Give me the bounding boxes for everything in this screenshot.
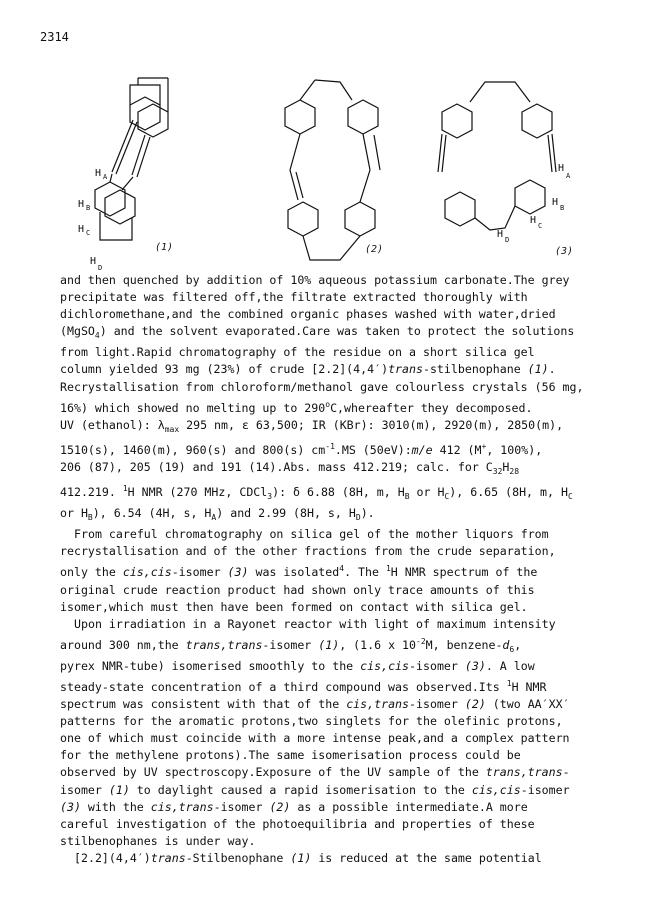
text-line: 412.219. $^1$H NMR (270 MHz, CDCl$_3$): δ 6.88 (8H, m, $H_B$ or $H_C$), 6.65 (8H, m, $H_C$ — [60, 484, 573, 502]
text-line: pyrex NMR-tube) isomerised smoothly to the cis,cis-isomer (3). A low — [60, 658, 535, 673]
text-line: stilbenophanes is under way. — [60, 833, 256, 848]
text-line: [2.2](4,4′)trans-Stilbenophane (1) is reduced at the same potential — [74, 850, 542, 865]
compound-1-drawing — [95, 78, 168, 240]
text-line: observed by UV spectroscopy.Exposure of the UV sample of the trans,trans- — [60, 765, 570, 780]
label-hc-3-sub: C — [538, 222, 543, 230]
text-line: Upon irradiation in a Rayonet reactor with light of maximum intensity — [74, 616, 556, 631]
compound-2-label: (2) — [365, 244, 384, 255]
text-line: original crude reaction product had shown only trace amounts of this — [60, 582, 535, 597]
label-hb-3: H — [552, 197, 559, 208]
text-line: (MgSO$_4$) and the solvent evaporated.Care was taken to protect the solutions — [60, 324, 575, 341]
label-hd-3-sub: D — [505, 236, 510, 244]
text-line: only the cis,cis-isomer (3) was isolated$^4$. The $^1$H NMR spectrum of the — [60, 564, 538, 580]
text-line: one of which must coincide with a more intense peak,and a complex pattern — [60, 731, 570, 746]
text-line: and then quenched by addition of 10% aqueous potassium carbonate.The grey — [60, 273, 570, 287]
text-line: steady-state concentration of a third compound was observed.Its $^1$H NMR — [60, 678, 547, 694]
label-hb-3-sub: B — [560, 204, 565, 212]
label-hc-1: H — [78, 224, 85, 235]
text-line: careful investigation of the photoequilibria and properties of these — [60, 816, 535, 831]
page-number: 2314 — [40, 30, 69, 44]
text-line: from light.Rapid chromatography of the residue on a short silica gel — [60, 345, 535, 360]
text-line: (3) with the cis,trans-isomer (2) as a possible intermediate.A more — [60, 799, 528, 814]
label-hc-1-sub: C — [86, 229, 91, 237]
text-line: precipitate was filtered off,the filtrate extracted thoroughly with — [60, 290, 528, 305]
text-line: around 300 nm,the trans,trans-isomer (1), (1.6 x $10^{-2}M$, benzene-$d_6$, — [60, 636, 522, 654]
text-line: From careful chromatography on silica gel of the mother liquors from — [74, 527, 549, 542]
label-hb-1: H — [78, 199, 85, 210]
text-line: 1510(s), 1460(m), 960(s) and 800(s) $cm^{-1}.MS$ (50eV):m/e 412 (M+, 100%), — [60, 441, 543, 457]
text-line: isomer,which must then have been formed on contact with silica gel. — [60, 599, 528, 614]
text-line: or $H_B$), 6.54 (4H, s, $H_A$) and 2.99 (8H, s, $H_D$). — [60, 506, 375, 523]
label-hd-1-sub: D — [98, 264, 103, 272]
text-line: isomer (1) to daylight caused a rapid isomerisation to the cis,cis-isomer — [60, 782, 570, 797]
body-text — [60, 272, 620, 867]
compound-2-drawing — [285, 80, 380, 260]
label-hd-3: H — [497, 229, 504, 240]
structure-figure — [60, 60, 620, 280]
label-ha-3-sub: A — [566, 172, 571, 180]
label-hc-3: H — [530, 215, 537, 226]
compound-1-label: (1) — [155, 242, 174, 253]
text-line: recrystallisation and of the other fractions from the crude separation, — [60, 544, 556, 559]
text-line: for the methylene protons).The same isomerisation process could be — [60, 748, 521, 763]
text-line: spectrum was consistent with that of the cis,trans-isomer (2) (two AA′XX′ — [60, 697, 570, 712]
label-ha-1-sub: A — [103, 173, 108, 181]
compound-3-drawing — [438, 82, 559, 230]
text-line: 16%) which showed no melting up to 290$^o$C,whereafter they decomposed. — [60, 399, 533, 415]
label-ha-3: H — [558, 163, 565, 174]
text-line: 206 (87), 205 (19) and 191 (14).Abs. mass 412.219; calc. for $C_{32}H_{28}$ — [60, 459, 520, 476]
label-hb-1-sub: B — [86, 204, 91, 212]
text-line: dichloromethane,and the combined organic phases washed with water,dried — [60, 307, 556, 322]
text-line: UV (ethanol): $\lambda_{max}$ 295 nm, ε 63,500; IR (KBr): 3010(m), 2920(m), 2850(m), — [60, 417, 564, 434]
compound-3-label: (3) — [555, 246, 574, 257]
label-hd-1: H — [90, 256, 97, 267]
text-line: Recrystallisation from chloroform/methanol gave colourless crystals (56 mg, — [60, 379, 584, 394]
text-line: column yielded 93 mg (23%) of crude [2.2](4,4′)trans-stilbenophane (1). — [60, 362, 556, 377]
label-ha-1: H — [95, 168, 102, 179]
text-line: patterns for the aromatic protons,two singlets for the olefinic protons, — [60, 714, 563, 729]
